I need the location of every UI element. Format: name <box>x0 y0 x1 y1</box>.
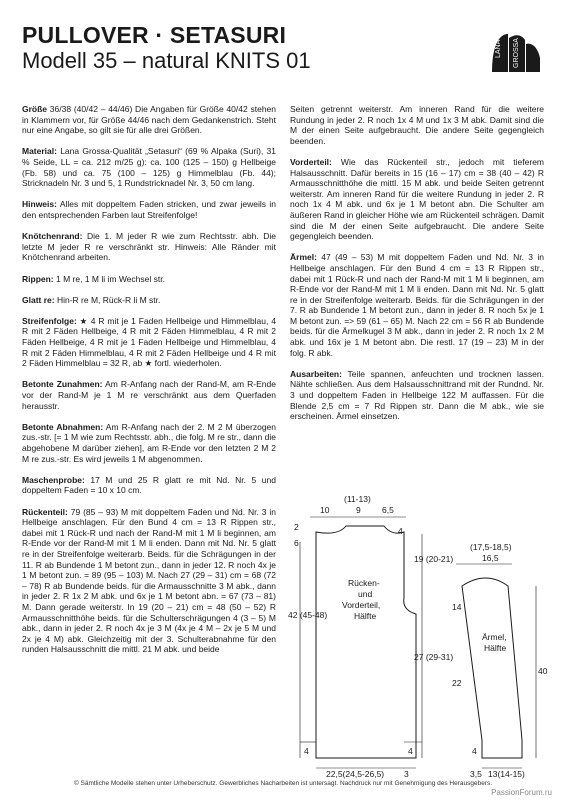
instruction-paragraph <box>22 422 276 464</box>
dim-bottom-width: 22,5(24,5-26,5) <box>326 769 385 779</box>
section-heading: Streifenfolge: <box>22 315 77 326</box>
dim-left-mark-1: 2 <box>294 522 299 532</box>
dim-top-seg-1: 10 <box>320 505 330 515</box>
section-text: Wie das Rückenteil str., jedoch mit tieferem Halsausschnitt. Dafür bereits in 15 (16 – 17) cm = 38 (40 – 42) R Armausschnitthöhe die mittl. 15 M abk. und beide Seiten getrennt weiterstr. Am inneren Rand für die weitere Rundung in jeder 2. R noch 1x 4 M abk. und 6x je 1 M betont abn. Die Schulter am äußeren Rand in gleicher Höhe wie am Rückenteil schrägen. Damit sind die M der einen Seite aufgebraucht. Die andere Seite gegengleich beenden. <box>290 156 544 242</box>
dim-sleeve-total: 40 <box>538 666 548 676</box>
section-text: 17 M und 25 R glatt re mit Nd. Nr. 5 und doppeltem Faden = 10 x 10 cm. <box>22 474 276 496</box>
section-text: Seiten getrennt weiterstr. Am inneren Rand für die weitere Rundung in jeder 2. R noch 1x 4 M und 1x 3 M abk. Damit sind die M der einen Seite aufgebraucht. Die andere Seite gegengleich beenden. <box>290 104 544 146</box>
sleeve-outline <box>462 578 522 758</box>
instruction-paragraph <box>22 104 276 136</box>
instruction-paragraph <box>290 104 544 146</box>
section-text: ★ 4 R mit je 1 Faden Hellbeige und Himmelblau, 4 R mit 2 Fäden Hellbeige, 4 R mit 2 Fäden Himmelblau, 4 R mit 2 Fäden Hellbeige, 4 R mit je 1 Faden Hellbeige und Himmelblau, 4 R mit 2 Fäden Himmelblau, 4 R mit 2 Fäden Hellbeige und 4 R mit 2 Fäden Himmelblau = 32 R, ab ★ fortl. wiederholen. <box>22 315 276 369</box>
instruction-paragraph <box>22 274 276 285</box>
section-heading: Ausarbeiten: <box>290 368 342 379</box>
dim-top-seg-2: 9 <box>356 505 361 515</box>
instruction-paragraph <box>22 379 276 411</box>
section-heading: Material: <box>22 146 57 157</box>
section-heading: Glatt re: <box>22 294 55 305</box>
dim-sleeve-bottom: 13(14-15) <box>488 769 525 779</box>
dim-left-mark-2: 6 <box>294 538 299 548</box>
svg-text:LANA: LANA <box>495 39 502 58</box>
dim-sleeve-bund: 4 <box>472 746 477 756</box>
lana-grossa-logo-icon <box>488 28 542 78</box>
dim-sleeve-top: (17,5-18,5) <box>470 542 512 552</box>
dim-top-seg-3: 6,5 <box>382 505 394 515</box>
instruction-paragraph <box>22 507 276 655</box>
section-text: Lana Grossa-Qualität „Setasuri“ (69 % Alpaka (Suri), 31 % Seide, LL = ca. 212 m/25 g): ca. 100 (125 – 150) g Hellbeige (Fb. 58) und ca. 75 (100 – 125) g Himmelblau (Fb. 44); Stricknadeln Nr. 3 und 5, 1 Rundstricknadel Nr. 3, 50 cm lang. <box>22 146 276 189</box>
dim-armhole-height: 19 (20-21) <box>414 554 454 564</box>
section-text: 47 (49 – 53) M mit doppeltem Faden und Nd. Nr. 3 in Hellbeige anschlagen. Für den Bund 4 cm = 13 R Rippen str., dabei mit 1 Rück-R und nach der Rand-M mit 1 M li beginnen, am R-Ende vor der Rand-M mit 1 M li enden. Dann mit Nd. Nr. 5 glatt re in der Streifenfolge weiterarb. Beids. für die Schrägungen in der 7. R ab Bundende 1 M betont zun., dann in jeder 8. R noch 5x je 1 M betont zun. => 59 (61 – 65) M. Nach 22 cm = 56 R ab Bundende beids. für die Ärmelkugel 3 M abk., dann in jeder 2. R noch 1x 2 M abk. und 16x je 1 M betont abn. Die restl. 17 (19 – 23) M in der folg. R abk. <box>290 252 544 358</box>
instruction-paragraph <box>22 231 276 263</box>
section-heading: Betonte Abnahmen: <box>22 421 104 432</box>
dim-bund-left: 4 <box>304 746 309 756</box>
page-subtitle: Modell 35 – natural KNITS 01 <box>22 48 311 73</box>
copyright-footer: © Sämtliche Modelle stehen unter Urheberschutz. Gewerbliches Nacharbeiten ist untersagt. Nachdruck nur mit Genehmigung des Herausgebers. <box>73 780 493 787</box>
body-label-2: und <box>358 589 373 599</box>
dim-sleeve-lower: 22 <box>452 678 462 688</box>
sleeve-label-1: Ärmel, <box>482 632 507 642</box>
sleeve-label-2: Hälfte <box>484 643 507 653</box>
svg-text:GROSSA: GROSSA <box>513 38 520 68</box>
section-heading: Knötchenrand: <box>22 231 83 242</box>
page-title: PULLOVER · SETASURI <box>22 22 287 48</box>
instruction-paragraph <box>22 295 276 306</box>
section-text: 36/38 (40/42 – 44/46) Die Angaben für Größe 40/42 stehen in Klammern vor, für Größe 44/46 nach dem Gedankenstrich. Steht nur eine Angabe, so gilt sie für alle drei Größen. <box>22 104 276 136</box>
section-heading: Ärmel: <box>290 252 317 263</box>
dim-sleeve-top2: 16,5 <box>482 553 499 563</box>
dim-sleeve-bottom-small: 3,5 <box>470 769 482 779</box>
dim-bund-right: 4 <box>408 746 413 756</box>
dim-side-height: 27 (29-31) <box>414 652 454 662</box>
instruction-paragraph <box>22 475 276 496</box>
instruction-paragraph <box>290 252 544 358</box>
dim-sleeve-cap: 14 <box>452 602 462 612</box>
section-text: Am R-Anfang nach der Rand-M, am R-Ende vor der Rand-M je 1 M re verschränkt aus dem Querfaden herausstr. <box>22 379 276 411</box>
section-text: Die 1. M jeder R wie zum Rechtsstr. abh. Die letzte M jeder R re verschränkt str. Hinweis: Alle Ränder mit Knötchenrand arbeiten. <box>22 231 276 263</box>
instruction-paragraph <box>22 146 276 188</box>
dim-bottom-small: 3 <box>404 769 409 779</box>
section-heading: Vorderteil: <box>290 156 332 167</box>
body-label-4: Hälfte <box>354 611 377 621</box>
section-heading: Hinweis: <box>22 199 57 210</box>
instruction-paragraph <box>22 316 276 369</box>
dim-top-width: (11-13) <box>344 494 371 504</box>
section-text: Teile spannen, anfeuchten und trocknen lassen. Nähte schließen. Aus dem Halsausschnittrand mit der Rundnd. Nr. 3 und doppeltem Faden in Hellbeige 122 M auffassen. Für die Blende 2,5 cm = 7 Rd Rippen str. Dann die M abk., wie sie erscheinen. Ärmel einsetzen. <box>290 368 544 422</box>
section-heading: Betonte Zunahmen: <box>22 379 103 390</box>
section-heading: Rückenteil: <box>22 506 68 517</box>
dim-left-height: 42 (45-48) <box>288 610 328 620</box>
body-outline <box>316 526 416 758</box>
section-heading: Größe <box>22 104 48 114</box>
section-text: 1 M re, 1 M li im Wechsel str. <box>53 273 165 284</box>
section-text: Alles mit doppeltem Faden stricken, und zwar jeweils in den entsprechenden Farben laut Streifenfolge! <box>22 199 276 220</box>
section-text: Am R-Anfang nach der 2. M 2 M überzogen zus.-str. [= 1 M wie zum Rechtsstr. abh., die folg. M re str., dann die abgehobene M darüber ziehen], am R-Ende vor den letzten 2 M 2 M re zus.-str. Es wird jeweils 1 M abgenommen. <box>22 421 277 464</box>
watermark: PassionForum.ru <box>491 788 552 797</box>
instruction-paragraph <box>22 199 276 220</box>
instruction-paragraph <box>290 157 544 242</box>
body-label-1: Rücken- <box>348 578 380 588</box>
dim-neck-depth: 4 <box>398 526 403 536</box>
instructions-left-column <box>22 104 276 665</box>
section-heading: Maschenprobe: <box>22 474 85 485</box>
schematic-diagram <box>286 490 548 780</box>
section-text: 79 (85 – 93) M mit doppeltem Faden und Nd. Nr. 3 in Hellbeige anschlagen. Für den Bund 4 cm = 13 R Rippen str., dabei mit 1 Rück-R und nach der Rand-M mit 1 M li beginnen, am R-Ende vor der Rand-M mit 1 M li enden. Dann mit Nd. Nr. 5 glatt re in der Streifenfolge weiterarb. Beids. für die Schrägungen in der 11. R ab Bundende 1 M betont zun., dann in jeder 12. R noch 4x je 1 M betont zun. = 89 (95 – 103) M. Nach 27 (29 – 31) cm = 68 (72 – 78) R ab Bundende beids. für die Armausschnitte 3 M abk., dann in jeder 2. R 1x 2 M abk. und 6x je 1 M betont abn. = 67 (73 – 81) M. Dann gerade weiterstr. In 19 (20 – 21) cm = 48 (50 – 52) R Armausschnitthöhe beids. für die Schulterschrägungen 4 (3 – 5) M abk., dann in jeder 2. R noch 4x je 3 M (4x je 4 M – 2x je 5 M und 2x je 4 M) abk. Gleichzeitig mit der 3. Schulterabnahme für den runden Halsausschnitt die mittl. 21 M abk. und beide <box>22 506 276 655</box>
header <box>22 22 311 74</box>
body-label-3: Vorderteil, <box>342 600 381 610</box>
instruction-paragraph <box>290 369 544 422</box>
section-text: Hin-R re M, Rück-R li M str. <box>54 294 161 305</box>
section-heading: Rippen: <box>22 273 54 284</box>
instructions-right-column <box>290 104 544 432</box>
